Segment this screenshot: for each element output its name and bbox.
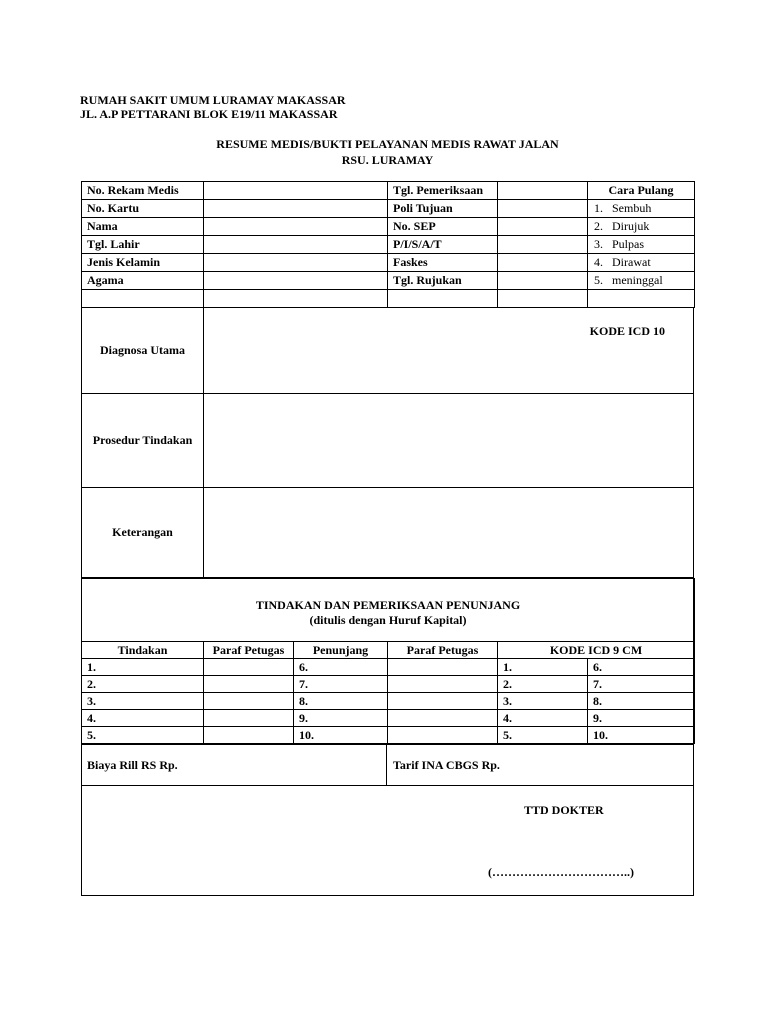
document-title: RESUME MEDIS/BUKTI PELAYANAN MEDIS RAWAT JALAN [216,137,559,151]
tindakan-cell[interactable]: 5. [82,727,204,744]
paraf-cell[interactable] [204,693,294,710]
patient-info-table [81,181,695,308]
option-meninggal[interactable] [588,272,695,290]
option-dirujuk[interactable] [588,218,695,236]
hospital-name: RUMAH SAKIT UMUM LURAMAY MAKASSAR [80,93,346,107]
empty-cell [388,290,498,308]
ttd-dokter-label: TTD DOKTER [524,803,604,817]
label-nama: Nama [82,218,204,236]
icd9-cell[interactable]: 6. [588,659,695,676]
field-tgl-lahir[interactable] [204,236,388,254]
label-jenis-kelamin: Jenis Kelamin [82,254,204,272]
field-tgl-pemeriksaan[interactable] [498,182,588,200]
paraf-cell[interactable] [204,659,294,676]
label-tgl-lahir: Tgl. Lahir [82,236,204,254]
penunjang-cell[interactable]: 7. [294,676,388,693]
option-pulpas[interactable] [588,236,695,254]
option-number: 4. [594,255,603,269]
penunjang-table [81,578,695,744]
table-row [82,236,695,254]
tindakan-cell[interactable]: 2. [82,676,204,693]
table-row [82,659,695,676]
label-no-rekam-medis: No. Rekam Medis [82,182,204,200]
label-no-kartu: No. Kartu [82,200,204,218]
table-row [82,218,695,236]
billing-row [81,744,694,786]
penunjang-title-cell [82,579,695,642]
paraf-cell[interactable] [388,676,498,693]
cara-pulang-header: Cara Pulang [588,182,695,200]
table-row [82,693,695,710]
paraf-cell[interactable] [388,727,498,744]
icd9-cell[interactable]: 8. [588,693,695,710]
field-agama[interactable] [204,272,388,290]
option-dirawat[interactable] [588,254,695,272]
keterangan-label: Keterangan [82,488,204,577]
option-number: 1. [594,201,603,215]
penunjang-subtitle: (ditulis dengan Huruf Kapital) [309,612,467,627]
icd9-cell[interactable]: 1. [498,659,588,676]
icd9-cell[interactable]: 5. [498,727,588,744]
tindakan-cell[interactable]: 3. [82,693,204,710]
penunjang-cell[interactable]: 8. [294,693,388,710]
penunjang-cell[interactable]: 10. [294,727,388,744]
empty-cell [588,290,695,308]
icd9-cell[interactable]: 7. [588,676,695,693]
paraf-cell[interactable] [388,659,498,676]
table-row [82,200,695,218]
table-row [82,579,695,642]
table-row [82,254,695,272]
option-number: 2. [594,219,603,233]
empty-cell [82,290,204,308]
header-tindakan: Tindakan [82,642,204,659]
option-label: Sembuh [612,201,652,215]
table-row [82,290,695,308]
field-poli-tujuan[interactable] [498,200,588,218]
label-no-sep: No. SEP [388,218,498,236]
icd9-cell[interactable]: 2. [498,676,588,693]
table-row [82,272,695,290]
field-pisat[interactable] [498,236,588,254]
kode-icd10-label: KODE ICD 10 [589,324,665,338]
field-no-kartu[interactable] [204,200,388,218]
icd9-cell[interactable]: 4. [498,710,588,727]
tindakan-cell[interactable]: 4. [82,710,204,727]
icd9-cell[interactable]: 9. [588,710,695,727]
label-tgl-rujukan: Tgl. Rujukan [388,272,498,290]
penunjang-cell[interactable]: 9. [294,710,388,727]
paraf-cell[interactable] [204,676,294,693]
header-paraf-petugas-2: Paraf Petugas [388,642,498,659]
field-no-rekam-medis[interactable] [204,182,388,200]
option-label: meninggal [612,273,663,287]
prosedur-tindakan-label: Prosedur Tindakan [82,394,204,487]
label-pisat: P/I/S/A/T [388,236,498,254]
empty-cell [498,290,588,308]
biaya-rill-label[interactable]: Biaya Rill RS Rp. [82,745,387,785]
header-paraf-petugas-1: Paraf Petugas [204,642,294,659]
table-row [82,676,695,693]
label-faskes: Faskes [388,254,498,272]
document-subtitle: RSU. LURAMAY [341,153,434,167]
tindakan-cell[interactable]: 1. [82,659,204,676]
header-kode-icd9: KODE ICD 9 CM [498,642,695,659]
diagnosa-utama-label: Diagnosa Utama [82,307,204,393]
paraf-cell[interactable] [204,727,294,744]
paraf-cell[interactable] [204,710,294,727]
option-sembuh[interactable] [588,200,695,218]
table-row [82,642,695,659]
tarif-ina-label[interactable]: Tarif INA CBGS Rp. [393,757,500,772]
option-label: Dirujuk [612,219,650,233]
empty-cell [204,290,388,308]
table-row [82,710,695,727]
penunjang-cell[interactable]: 6. [294,659,388,676]
label-poli-tujuan: Poli Tujuan [388,200,498,218]
field-tgl-rujukan[interactable] [498,272,588,290]
paraf-cell[interactable] [388,693,498,710]
option-label: Pulpas [612,237,645,251]
signature-box [81,785,694,896]
header-penunjang: Penunjang [294,642,388,659]
table-row [82,727,695,744]
icd9-cell[interactable]: 10. [588,727,695,744]
label-agama: Agama [82,272,204,290]
prosedur-section [82,394,693,488]
icd9-cell[interactable]: 3. [498,693,588,710]
penunjang-title: TINDAKAN DAN PEMERIKSAAN PENUNJANG [255,597,521,612]
signature-line[interactable]: (……………………………..) [488,865,634,879]
field-jenis-kelamin[interactable] [204,254,388,272]
option-number: 3. [594,237,603,251]
field-nama[interactable] [204,218,388,236]
field-faskes[interactable] [498,254,588,272]
option-number: 5. [594,273,603,287]
option-label: Dirawat [612,255,651,269]
field-no-sep[interactable] [498,218,588,236]
label-tgl-pemeriksaan: Tgl. Pemeriksaan [388,182,498,200]
table-row [82,182,695,200]
diagnosa-section [82,307,693,394]
paraf-cell[interactable] [388,710,498,727]
keterangan-section [82,488,693,578]
hospital-address: JL. A.P PETTARANI BLOK E19/11 MAKASSAR [80,107,338,121]
